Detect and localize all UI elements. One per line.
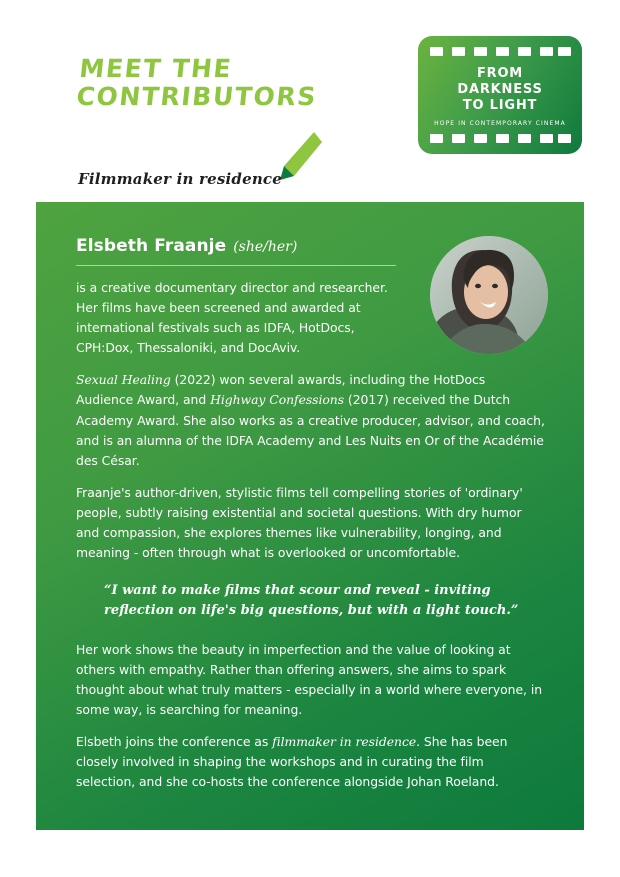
pull-quote: “I want to make films that scour and reveal - inviting reflection on life's big questions, but with a light touch.” xyxy=(104,583,519,619)
page-title-line-2: CONTRIBUTORS xyxy=(75,82,319,111)
film-perforation-icon xyxy=(452,47,465,56)
film-strip-logo xyxy=(418,36,582,154)
section-subheading: Filmmaker in residence xyxy=(78,170,282,188)
film-perforation-icon xyxy=(558,134,571,143)
film-perforation-icon xyxy=(496,134,509,143)
bio-text: She has been closely involved in shaping the workshops and in curating the film selection, and she co-hosts the conference alongside Johan Roeland. xyxy=(76,733,508,790)
film-perforation-icon xyxy=(518,47,531,56)
bio-text: (2022) won several awards, including the HotDocs Audience Award, and xyxy=(76,372,486,408)
film-perforation-icon xyxy=(558,47,571,56)
contributor-name-row xyxy=(76,236,548,256)
bio-paragraph-3: Her work shows the beauty in imperfection and the value of looking at others with empathy. Rather than offering answers, she aims to spark thought about what truly matters - especially in a world where everyone, in some way, is searching for meaning. xyxy=(76,641,543,717)
divider xyxy=(76,265,396,266)
contributor-pronouns: (she/her) xyxy=(233,239,298,255)
logo-text xyxy=(418,66,582,114)
logo-tagline: HOPE IN CONTEMPORARY CINEMA xyxy=(434,120,566,127)
role-emphasis: filmmaker in residence. xyxy=(272,733,421,749)
bio-text: (2017) received the Dutch Academy Award. She also works as a creative producer, advisor, and coach, and is an alumna of the IDFA Academy and Les Nuits en Or of the Académie des César. xyxy=(76,392,545,468)
bio-text: is a creative documentary director and researcher. Her films have been screened and awarded at international festivals such as IDFA, HotDocs, CPH:Dox, Thessaloniki, and DocAviv. xyxy=(76,280,388,356)
arrow-down-icon xyxy=(278,130,324,182)
bio-paragraph-1-part-a xyxy=(76,278,406,358)
film-perforation-icon xyxy=(540,134,553,143)
contributor-content xyxy=(76,236,548,792)
film-title-2: Highway Confessions xyxy=(210,392,345,408)
bio-paragraph-2: Fraanje's author-driven, stylistic films tell compelling stories of 'ordinary' people, subtly raising existential and societal questions. With dry humor and compassion, she explores themes like vulnerability, longing, and meaning - often through what is overlooked or uncomfortable. xyxy=(76,484,523,561)
film-title-1: Sexual Healing xyxy=(76,372,171,388)
film-perforation-icon xyxy=(474,47,487,56)
contributor-name: Elsbeth Fraanje xyxy=(76,236,227,256)
film-perforation-icon xyxy=(540,47,553,56)
page-title-line-1: MEET THE xyxy=(78,54,234,83)
logo-line-3: TO LIGHT xyxy=(462,97,538,113)
page-title xyxy=(75,55,381,111)
bio-text: Elsbeth joins the conference as xyxy=(76,733,273,749)
film-perforation-icon xyxy=(496,47,509,56)
film-perforation-icon xyxy=(474,134,487,143)
bio-paragraph-4 xyxy=(76,732,546,792)
bio-paragraph-1-part-b xyxy=(76,370,546,470)
film-perforation-icon xyxy=(430,47,443,56)
film-perforation-icon xyxy=(518,134,531,143)
contributor-card xyxy=(36,202,584,830)
logo-line-1: FROM xyxy=(476,66,524,81)
film-perforation-icon xyxy=(430,134,443,143)
film-perforation-icon xyxy=(452,134,465,143)
logo-line-2: DARKNESS xyxy=(457,81,543,97)
